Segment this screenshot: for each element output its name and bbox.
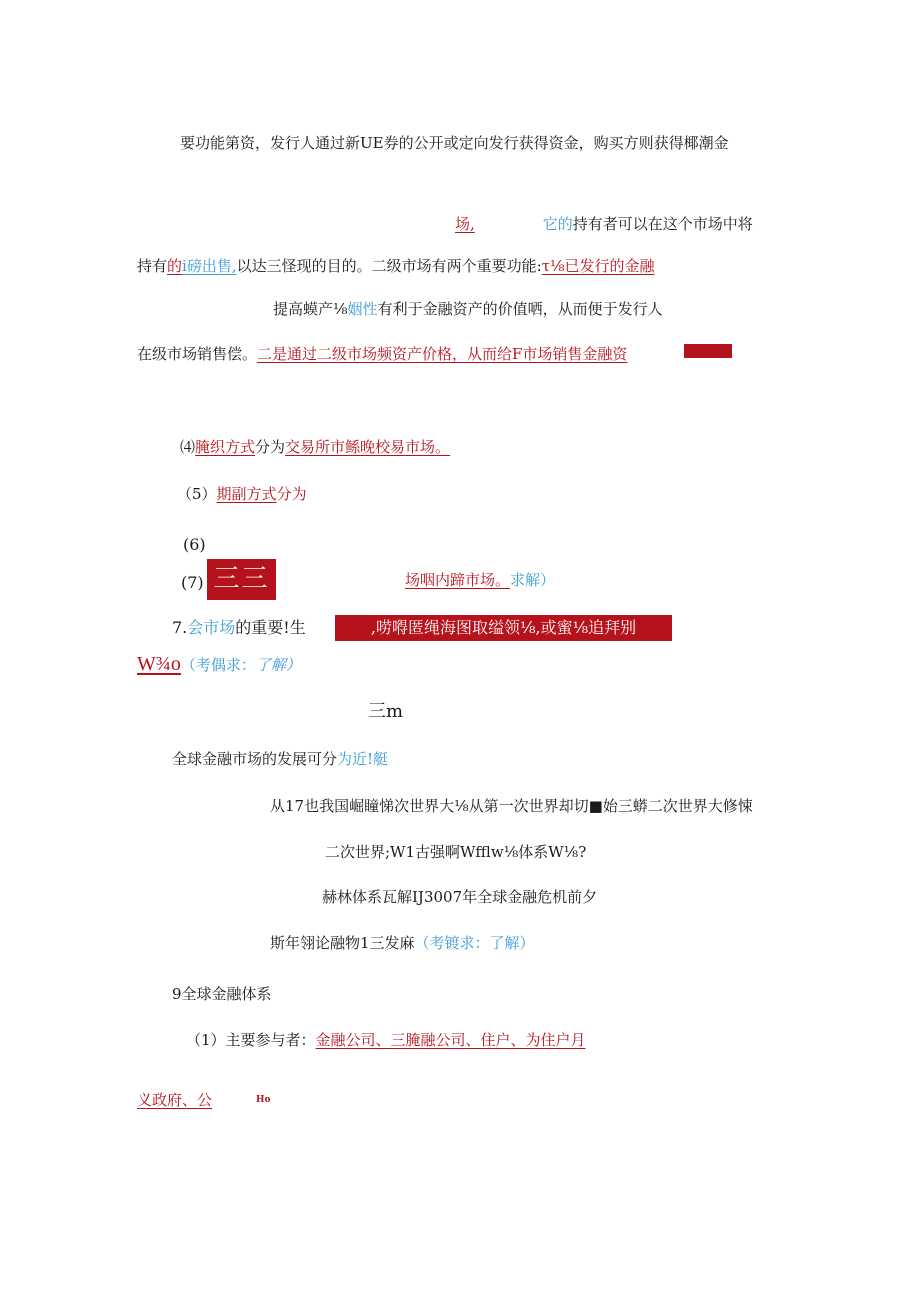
text-red: W¾o	[137, 653, 181, 675]
heading-7-line-2	[137, 654, 301, 675]
list-item-4	[180, 437, 450, 457]
text: 全球金融市场的发展可分	[172, 750, 338, 768]
heading-9	[172, 984, 272, 1004]
paragraph-line-2	[455, 214, 753, 234]
text: 9全球金融体系	[172, 985, 272, 1003]
section-marker	[368, 702, 403, 722]
paragraph-line-13	[172, 749, 388, 769]
list-item-7-tail	[405, 570, 555, 590]
text-red: τ⅛已发行的金融	[541, 257, 655, 275]
text: 持有者可以在这个市场中将	[572, 215, 753, 233]
text: 有利于金融资产的价值哂，从而便于发行人	[377, 300, 663, 318]
paragraph-line-15	[325, 842, 586, 862]
paragraph-line-17	[270, 933, 535, 953]
text: （1）主要参与者：	[186, 1031, 316, 1049]
heading-number: 7.	[172, 618, 188, 637]
heading-7	[172, 618, 306, 638]
text-red: 的	[167, 257, 183, 275]
list-item-7	[181, 573, 204, 593]
text: 要功能第资，发行人通过新UE券的公开或定向发行获得资金，购买方则获得椰潮金	[180, 134, 729, 152]
text: 分为	[255, 438, 286, 456]
text-blue: i磅出售,	[182, 257, 237, 275]
text-red: Ho	[256, 1095, 271, 1105]
list-item-6	[183, 535, 206, 555]
highlight-box: 三三	[207, 559, 276, 600]
text: 赫林体系瓦解IJ3007年全球金融危机前夕	[322, 888, 598, 906]
text: 提高蟆产⅛	[273, 300, 348, 318]
paragraph-line-20	[137, 1090, 271, 1110]
redacted-block	[684, 344, 732, 358]
text: 三m	[368, 701, 404, 722]
text: 斯年翎论融物1三发麻	[270, 934, 415, 952]
paragraph-line-4	[273, 299, 663, 319]
text: 持有	[137, 257, 168, 275]
paragraph-line-3	[137, 256, 655, 276]
text-blue: 会市场	[187, 618, 236, 637]
text-red: 分为	[276, 485, 307, 503]
text: 从17也我国崛瞳悌次世界大⅛从第一次世界却切■始三蟒二次世界大修悚	[270, 797, 753, 815]
text: 二次世界;W1古强啊Wfflw⅛体系W⅛?	[325, 843, 587, 861]
text-blue: 了解）	[255, 656, 301, 674]
paragraph-line-1	[180, 133, 729, 153]
text-blue: 求解）	[510, 571, 556, 589]
item-number: （5）	[177, 485, 217, 503]
text-blue: 为近!艇	[337, 750, 389, 768]
text-red: 期副方式	[216, 485, 277, 503]
text-red: 二是通过二级市场频资产价格，从而给F市场销售金融资	[257, 345, 628, 363]
paragraph-line-5	[137, 344, 627, 364]
text-blue: 它的	[542, 215, 573, 233]
text: 的重要!生	[235, 618, 306, 637]
text-red: 交易所市鲧晚校易市场。	[285, 438, 451, 456]
list-item-5	[177, 484, 307, 504]
paragraph-line-14	[270, 796, 753, 816]
item-number: ⑷	[180, 438, 196, 456]
highlight-box: ,唠嘚匿绳海图取缢领⅛,或蜜⅛追拜别	[335, 615, 672, 641]
text-blue: 姻性	[347, 300, 378, 318]
item-number: (6)	[183, 535, 206, 554]
text-red: 金融公司、三腌融公司、住户、为住户月	[315, 1031, 586, 1049]
paragraph-line-19	[186, 1030, 586, 1050]
text-red: 腌织方式	[195, 438, 256, 456]
text-red: 场咽内蹄市场。	[405, 571, 511, 589]
text-red: 义政府、公	[137, 1091, 213, 1109]
text-blue: （考镀求：了解）	[414, 934, 535, 952]
text-blue: （考偶求：	[180, 656, 256, 674]
item-number: (7)	[181, 573, 204, 592]
text: 以达三怪现的目的。二级市场有两个重要功能:	[236, 257, 542, 275]
paragraph-line-16	[322, 887, 597, 907]
text-red: 场,	[455, 215, 475, 233]
text: 在级市场销售偿。	[137, 345, 258, 363]
